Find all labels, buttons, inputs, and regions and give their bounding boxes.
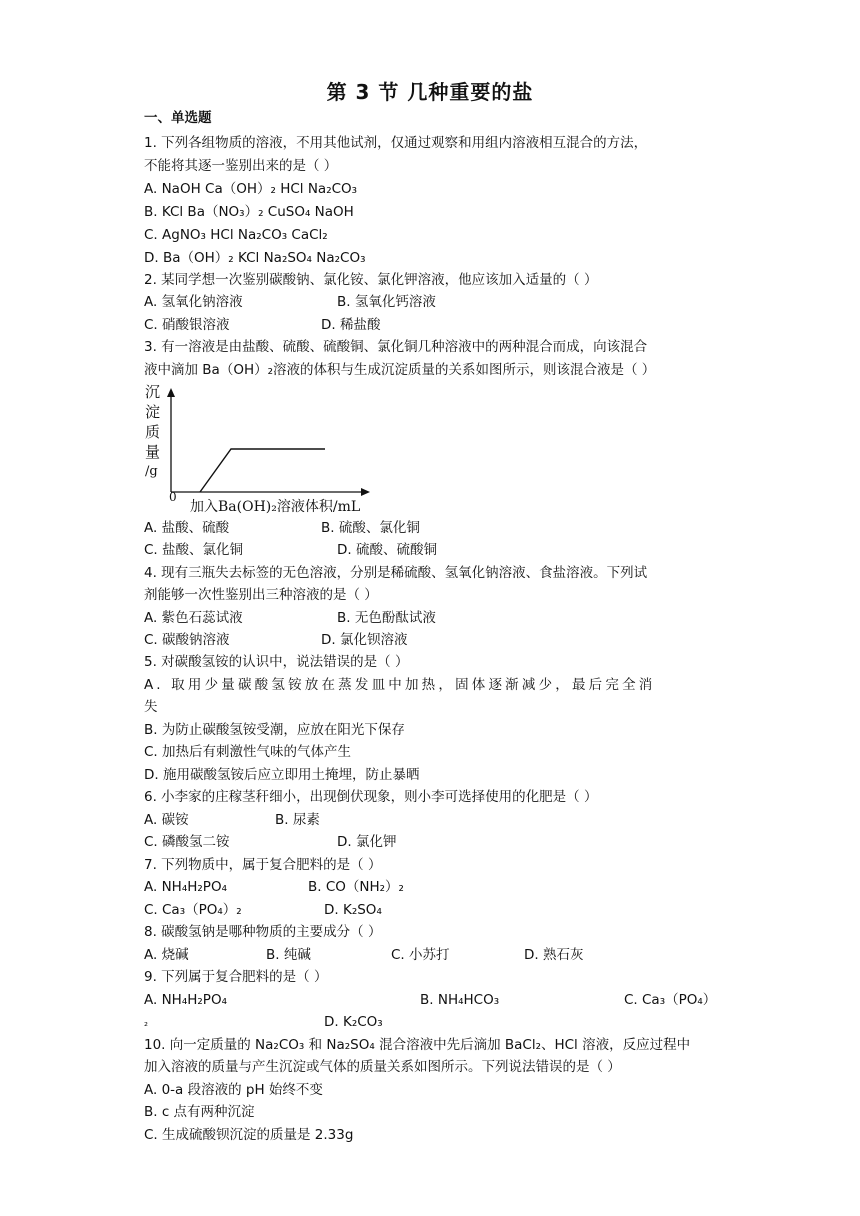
q3-option-d: D. 硫酸、硫酸铜 <box>337 542 437 558</box>
q4-option-b: B. 无色酚酞试液 <box>337 610 436 626</box>
q1-option-a: A. NaOH Ca（OH）₂ HCl Na₂CO₃ <box>144 181 358 197</box>
q9-option-d: D. K₂CO₃ <box>324 1014 383 1030</box>
y-label-char-2: 淀 <box>145 403 161 421</box>
q5-option-c: C. 加热后有刺激性气味的气体产生 <box>144 744 352 760</box>
q10-stem-line2: 加入溶液的质量与产生沉淀或气体的质量关系如图所示。下列说法错误的是（ ） <box>144 1059 621 1075</box>
q6-stem: 6. 小李家的庄稼茎秆细小，出现倒伏现象，则小李可选择使用的化肥是（ ） <box>144 789 598 805</box>
q7-option-b: B. CO（NH₂）₂ <box>308 879 404 895</box>
q2-option-d: D. 稀盐酸 <box>321 317 381 333</box>
q7-option-c: C. Ca₃（PO₄）₂ <box>144 902 242 918</box>
y-label-char-4: 量 <box>145 443 161 461</box>
section-heading: 一、单选题 <box>144 110 212 126</box>
q2-option-b: B. 氢氧化钙溶液 <box>337 294 436 310</box>
q6-option-d: D. 氯化钾 <box>337 834 397 850</box>
q9-option-c: C. Ca₃（PO₄） <box>624 992 717 1008</box>
q1-option-b: B. KCl Ba（NO₃）₂ CuSO₄ NaOH <box>144 204 354 220</box>
q5-option-a-line2: 失 <box>144 699 158 715</box>
q8-option-b: B. 纯碱 <box>266 947 311 963</box>
y-label-unit: /g <box>145 464 158 479</box>
q4-option-a: A. 紫色石蕊试液 <box>144 610 243 626</box>
q5-option-a-line1: A. 取用少量碳酸氢铵放在蒸发皿中加热，固体逐渐减少，最后完全消 <box>144 677 656 693</box>
q6-option-b: B. 尿素 <box>275 812 320 828</box>
q5-option-d: D. 施用碳酸氢铵后应立即用土掩埋，防止暴晒 <box>144 767 420 783</box>
q7-stem: 7. 下列物质中，属于复合肥料的是（ ） <box>144 857 382 873</box>
q9-option-a: A. NH₄H₂PO₄ <box>144 992 227 1008</box>
y-axis-arrow <box>167 388 175 397</box>
q1-stem-line1: 1. 下列各组物质的溶液，不用其他试剂，仅通过观察和用组内溶液相互混合的方法， <box>144 135 648 151</box>
q6-option-c: C. 磷酸氢二铵 <box>144 834 230 850</box>
q8-stem: 8. 碳酸氢钠是哪种物质的主要成分（ ） <box>144 924 382 940</box>
x-axis-label: 加入Ba(OH)₂溶液体积/mL <box>190 499 361 515</box>
q10-option-c: C. 生成硫酸钡沉淀的质量是 2.33g <box>144 1127 354 1143</box>
q7-option-a: A. NH₄H₂PO₄ <box>144 879 227 895</box>
q3-option-b: B. 硫酸、氯化铜 <box>321 520 420 536</box>
q6-option-a: A. 碳铵 <box>144 812 189 828</box>
q10-stem-line1: 10. 向一定质量的 Na₂CO₃ 和 Na₂SO₄ 混合溶液中先后滴加 BaCl₂、HCl 溶液，反应过程中 <box>144 1037 691 1053</box>
q3-option-a: A. 盐酸、硫酸 <box>144 520 230 536</box>
q1-option-d: D. Ba（OH）₂ KCl Na₂SO₄ Na₂CO₃ <box>144 250 366 266</box>
q2-option-c: C. 硝酸银溶液 <box>144 317 230 333</box>
q2-stem: 2. 某同学想一次鉴别碳酸钠、氯化铵、氯化钾溶液，他应该加入适量的（ ） <box>144 272 598 288</box>
q4-stem-line1: 4. 现有三瓶失去标签的无色溶液，分别是稀硫酸、氢氧化钠溶液、食盐溶液。下列试 <box>144 565 648 581</box>
q2-option-a: A. 氢氧化钠溶液 <box>144 294 243 310</box>
q4-option-c: C. 碳酸钠溶液 <box>144 632 230 648</box>
q10-option-b: B. c 点有两种沉淀 <box>144 1104 255 1120</box>
q10-option-a: A. 0-a 段溶液的 pH 始终不变 <box>144 1082 323 1098</box>
q9-option-b: B. NH₄HCO₃ <box>420 992 500 1008</box>
q8-option-a: A. 烧碱 <box>144 947 189 963</box>
q1-stem-line2: 不能将其逐一鉴别出来的是（ ） <box>144 158 338 174</box>
q5-stem: 5. 对碳酸氢铵的认识中，说法错误的是（ ） <box>144 654 409 670</box>
precipitate-curve <box>200 449 325 492</box>
y-label-char-3: 质 <box>145 423 161 441</box>
q8-option-c: C. 小苏打 <box>391 947 450 963</box>
q9-stem: 9. 下列属于复合肥料的是（ ） <box>144 969 328 985</box>
y-label-char-1: 沉 <box>145 383 161 401</box>
q5-option-b: B. 为防止碳酸氢铵受潮，应放在阳光下保存 <box>144 722 405 738</box>
q8-option-d: D. 熟石灰 <box>524 947 584 963</box>
q3-stem-line2: 液中滴加 Ba（OH）₂溶液的体积与生成沉淀质量的关系如图所示，则该混合液是（ ） <box>144 362 656 378</box>
x-axis-arrow <box>361 488 370 496</box>
q3-stem-line1: 3. 有一溶液是由盐酸、硫酸、硫酸铜、氯化铜几种溶液中的两种混合而成，向该混合 <box>144 339 648 355</box>
q4-option-d: D. 氯化钡溶液 <box>321 632 408 648</box>
page-title: 第 3 节 几种重要的盐 <box>326 80 534 104</box>
q1-option-c: C. AgNO₃ HCl Na₂CO₃ CaCl₂ <box>144 227 328 243</box>
graph-axes <box>142 380 382 515</box>
q4-stem-line2: 剂能够一次性鉴别出三种溶液的是（ ） <box>144 587 378 603</box>
q3-option-c: C. 盐酸、氯化铜 <box>144 542 244 558</box>
origin-label: 0 <box>169 490 177 504</box>
q7-option-d: D. K₂SO₄ <box>324 902 382 918</box>
precipitate-graph <box>142 380 382 515</box>
q9-option-c-wrap: ₂ <box>144 1018 149 1029</box>
